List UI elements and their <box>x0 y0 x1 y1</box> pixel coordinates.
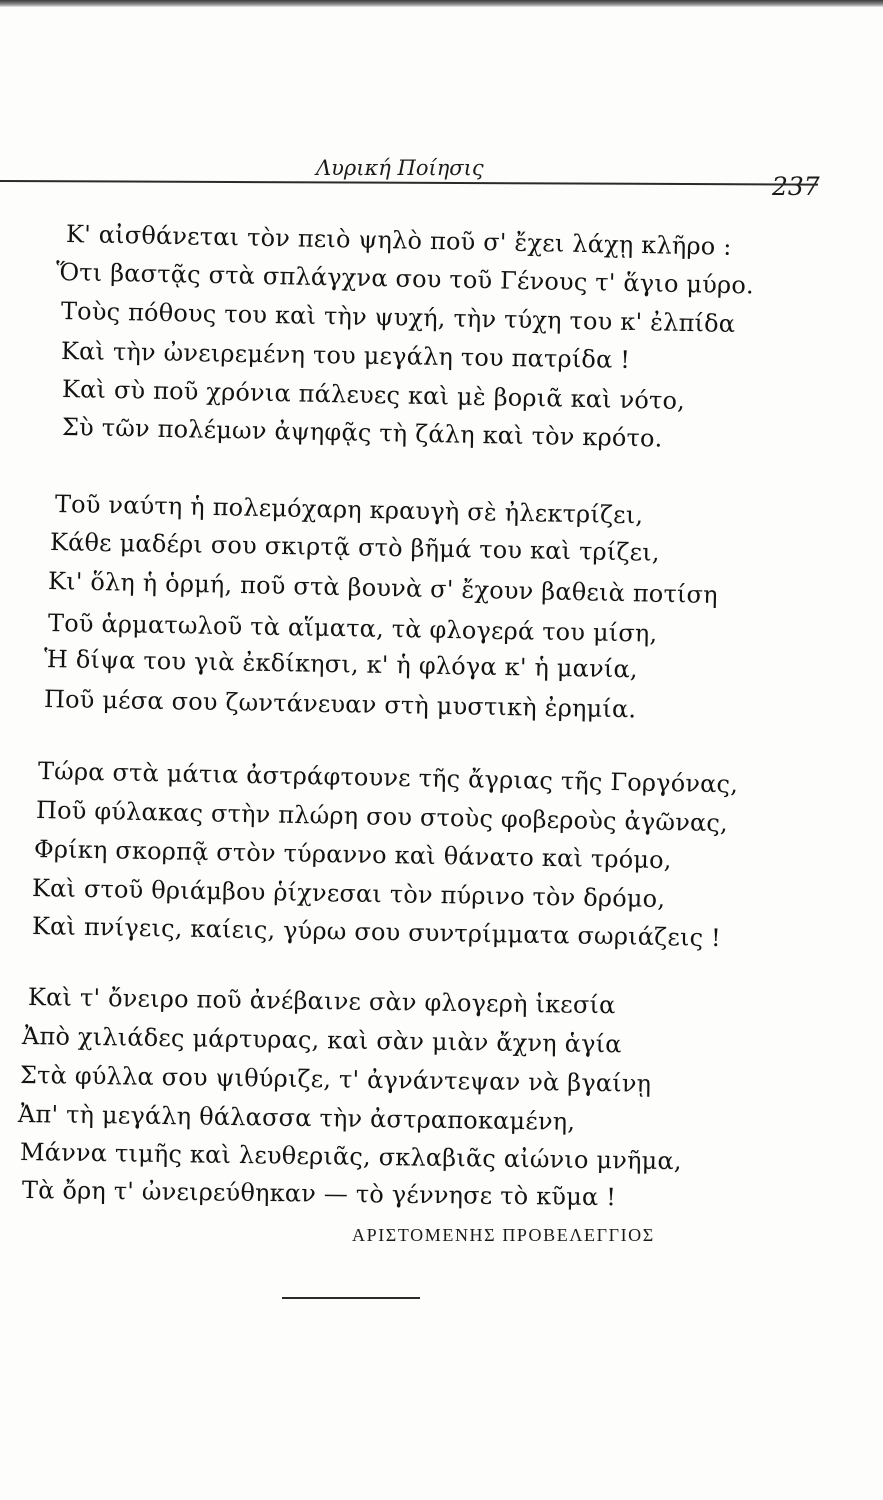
poem-line: Φρίκη σκορπᾷ στὸν τύραννο καὶ θάνατο καὶ τρόμο, <box>33 835 672 875</box>
poem-line: Κι' ὅλη ἡ ὁρμή, ποῦ στὰ βουνὰ σ' ἔχουν βαθειὰ ποτίση <box>47 567 719 610</box>
poem-line: Ποῦ μέσα σου ζωντάνευαν στὴ μυστικὴ ἐρημία. <box>43 685 637 724</box>
poem-line: Καὶ τὴν ὠνειρεμένη του μεγάλη του πατρίδα ! <box>60 337 631 374</box>
poem-line: Κ' αἰσθάνεται τὸν πειὸ ψηλὸ ποῦ σ' ἔχει λάχῃ κλῆρο : <box>65 220 732 261</box>
poem-line: Τὰ ὄρη τ' ὠνειρεύθηκαν — τὸ γέννησε τὸ κῦμα ! <box>21 1176 617 1212</box>
poem-line: Ἀπὸ χιλιάδες μάρτυρας, καὶ σὰν μιὰν ἄχνη ἁγία <box>21 1022 622 1059</box>
poem-line: Τοῦ ναύτη ἡ πολεμόχαρη κραυγὴ σὲ ἠλεκτρίζει, <box>54 490 644 530</box>
poem-line: Κάθε μαδέρι σου σκιρτᾷ στὸ βῆμά του καὶ τρίζει, <box>49 528 661 567</box>
poem-line: Τοὺς πόθους του καὶ τὴν ψυχή, τὴν τύχη του κ' ἐλπίδα <box>60 297 736 338</box>
poem-line: Ἡ δίψα του γιὰ ἐκδίκησι, κ' ἡ φλόγα κ' ἡ μανία, <box>43 645 638 684</box>
author-signature: ΑΡΙΣΤΟΜΕΝΗΣ ΠΡΟΒΕΛΕΓΓΙΟΣ <box>352 1225 655 1245</box>
poem-line: Ποῦ φύλακας στὴν πλώρη σου στοὺς φοβεροὺς ἀγῶνας, <box>35 796 729 838</box>
poem-line: Τώρα στὰ μάτια ἀστράφτουνε τῆς ἄγριας τῆς Γοργόνας, <box>37 757 739 799</box>
poem-line: Καὶ πνίγεις, καίεις, γύρω σου συντρίμματα σωριάζεις ! <box>31 912 722 953</box>
poem-line: Σὺ τῶν πολέμων ἀψηφᾷς τὴ ζάλη καὶ τὸν κρότο. <box>61 413 663 453</box>
running-header-title: Λυρική Ποίησις <box>316 156 484 180</box>
poem-line: Μάννα τιμῆς καὶ λευθεριᾶς, σκλαβιᾶς αἰώνιο μνῆμα, <box>19 1138 682 1176</box>
poem-line: Καὶ σὺ ποῦ χρόνια πάλευες καὶ μὲ βοριᾶ καὶ νότο, <box>61 375 686 415</box>
poem-line: Ὅτι βαστᾷς στὰ σπλάγχνα σου τοῦ Γένους τ' ἅγιο μύρο. <box>55 258 755 300</box>
poem-line: Ἀπ' τὴ μεγάλη θάλασσα τὴν ἀστραποκαμένη, <box>17 1100 576 1136</box>
poem-line: Καὶ στοῦ θριάμβου ῥίχνεσαι τὸν πύρινο τὸν δρόμο, <box>31 874 666 914</box>
page-number: 237 <box>772 172 820 201</box>
end-rule <box>282 1297 420 1299</box>
poem-line: Στὰ φύλλα σου ψιθύριζε, τ' ἀγνάντεψαν νὰ βγαίνῃ <box>19 1061 652 1098</box>
poem-line: Καὶ τ' ὄνειρο ποῦ ἀνέβαινε σὰν φλογερὴ ἱκεσία <box>27 983 616 1020</box>
poem-line: Τοῦ ἁρματωλοῦ τὰ αἵματα, τὰ φλογερά του μίση, <box>47 609 658 648</box>
